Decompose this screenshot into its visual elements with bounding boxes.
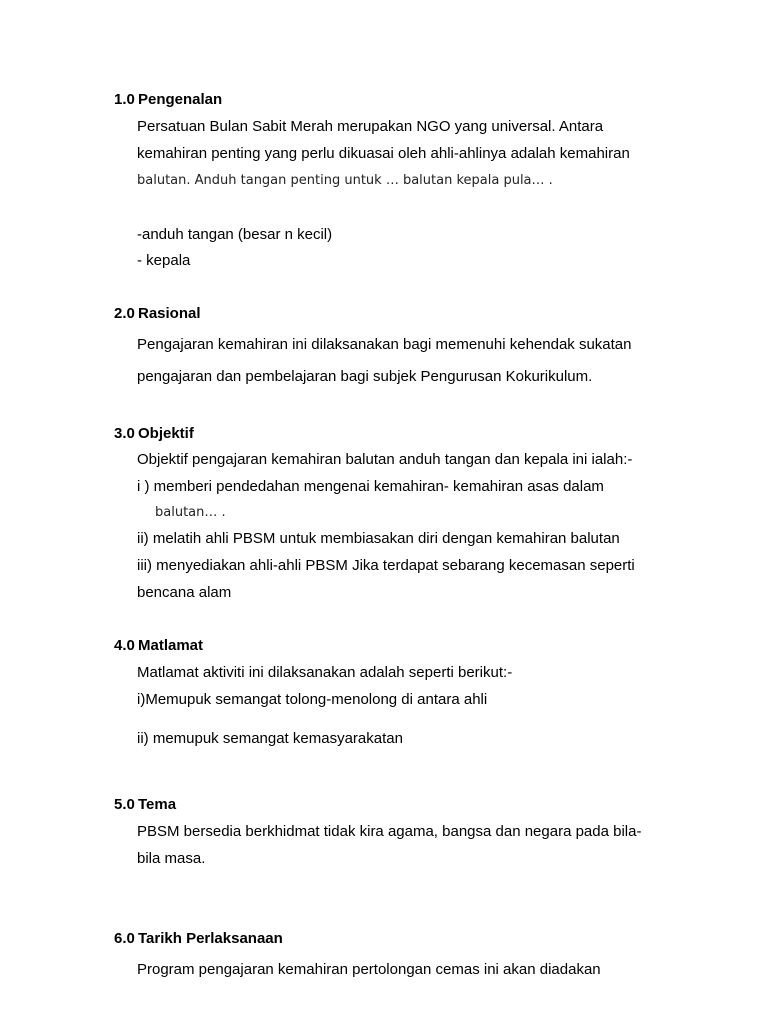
list-item: ii) melatih ahli PBSM untuk membiasakan diri dengan kemahiran balutan — [137, 530, 620, 547]
paragraph-line: Matlamat aktiviti ini dilaksanakan adalah seperti berikut:- — [137, 664, 513, 681]
section-number: 1.0 — [114, 91, 135, 108]
section-heading-pengenalan — [114, 91, 222, 109]
section-title: Matlamat — [138, 637, 204, 654]
paragraph-line: Persatuan Bulan Sabit Merah merupakan NGO yang universal. Antara — [137, 118, 604, 135]
paragraph-line: pengajaran dan pembelajaran bagi subjek Pengurusan Kokurikulum. — [137, 368, 593, 385]
paragraph-line: kemahiran penting yang perlu dikuasai oleh ahli-ahlinya adalah kemahiran — [137, 145, 630, 162]
list-item: i)Memupuk semangat tolong-menolong di antara ahli — [137, 691, 488, 708]
list-item: -anduh tangan (besar n kecil) — [137, 226, 333, 243]
section-heading-tarikh-perlaksanaan — [114, 930, 283, 948]
section-heading-matlamat — [114, 637, 203, 655]
list-item: - kepala — [137, 252, 191, 269]
paragraph-line: Program pengajaran kemahiran pertolongan cemas ini akan diadakan — [137, 961, 601, 978]
section-title: Tarikh Perlaksanaan — [138, 930, 283, 947]
section-title: Rasional — [138, 305, 201, 322]
paragraph-line: balutan. Anduh tangan penting untuk … balutan kepala pula… . — [137, 173, 553, 188]
section-title: Tema — [138, 796, 177, 813]
list-item: ii) memupuk semangat kemasyarakatan — [137, 730, 403, 747]
section-number: 6.0 — [114, 930, 135, 947]
section-title: Pengenalan — [138, 91, 223, 108]
section-heading-tema — [114, 796, 176, 814]
section-number: 5.0 — [114, 796, 135, 813]
list-item-continuation: bencana alam — [137, 584, 232, 601]
paragraph-line: PBSM bersedia berkhidmat tidak kira agama, bangsa dan negara pada bila- — [137, 823, 642, 840]
section-number: 4.0 — [114, 637, 135, 654]
section-number: 2.0 — [114, 305, 135, 322]
paragraph-line: Pengajaran kemahiran ini dilaksanakan bagi memenuhi kehendak sukatan — [137, 336, 632, 353]
list-item: i ) memberi pendedahan mengenai kemahiran- kemahiran asas dalam — [137, 478, 604, 495]
list-item-continuation: balutan… . — [155, 505, 226, 520]
paragraph-line: Objektif pengajaran kemahiran balutan anduh tangan dan kepala ini ialah:- — [137, 451, 633, 468]
paragraph-line: bila masa. — [137, 850, 206, 867]
list-item: iii) menyediakan ahli-ahli PBSM Jika terdapat sebarang kecemasan seperti — [137, 557, 635, 574]
section-number: 3.0 — [114, 425, 135, 442]
section-heading-rasional — [114, 305, 201, 323]
section-heading-objektif — [114, 425, 194, 443]
section-title: Objektif — [138, 425, 194, 442]
